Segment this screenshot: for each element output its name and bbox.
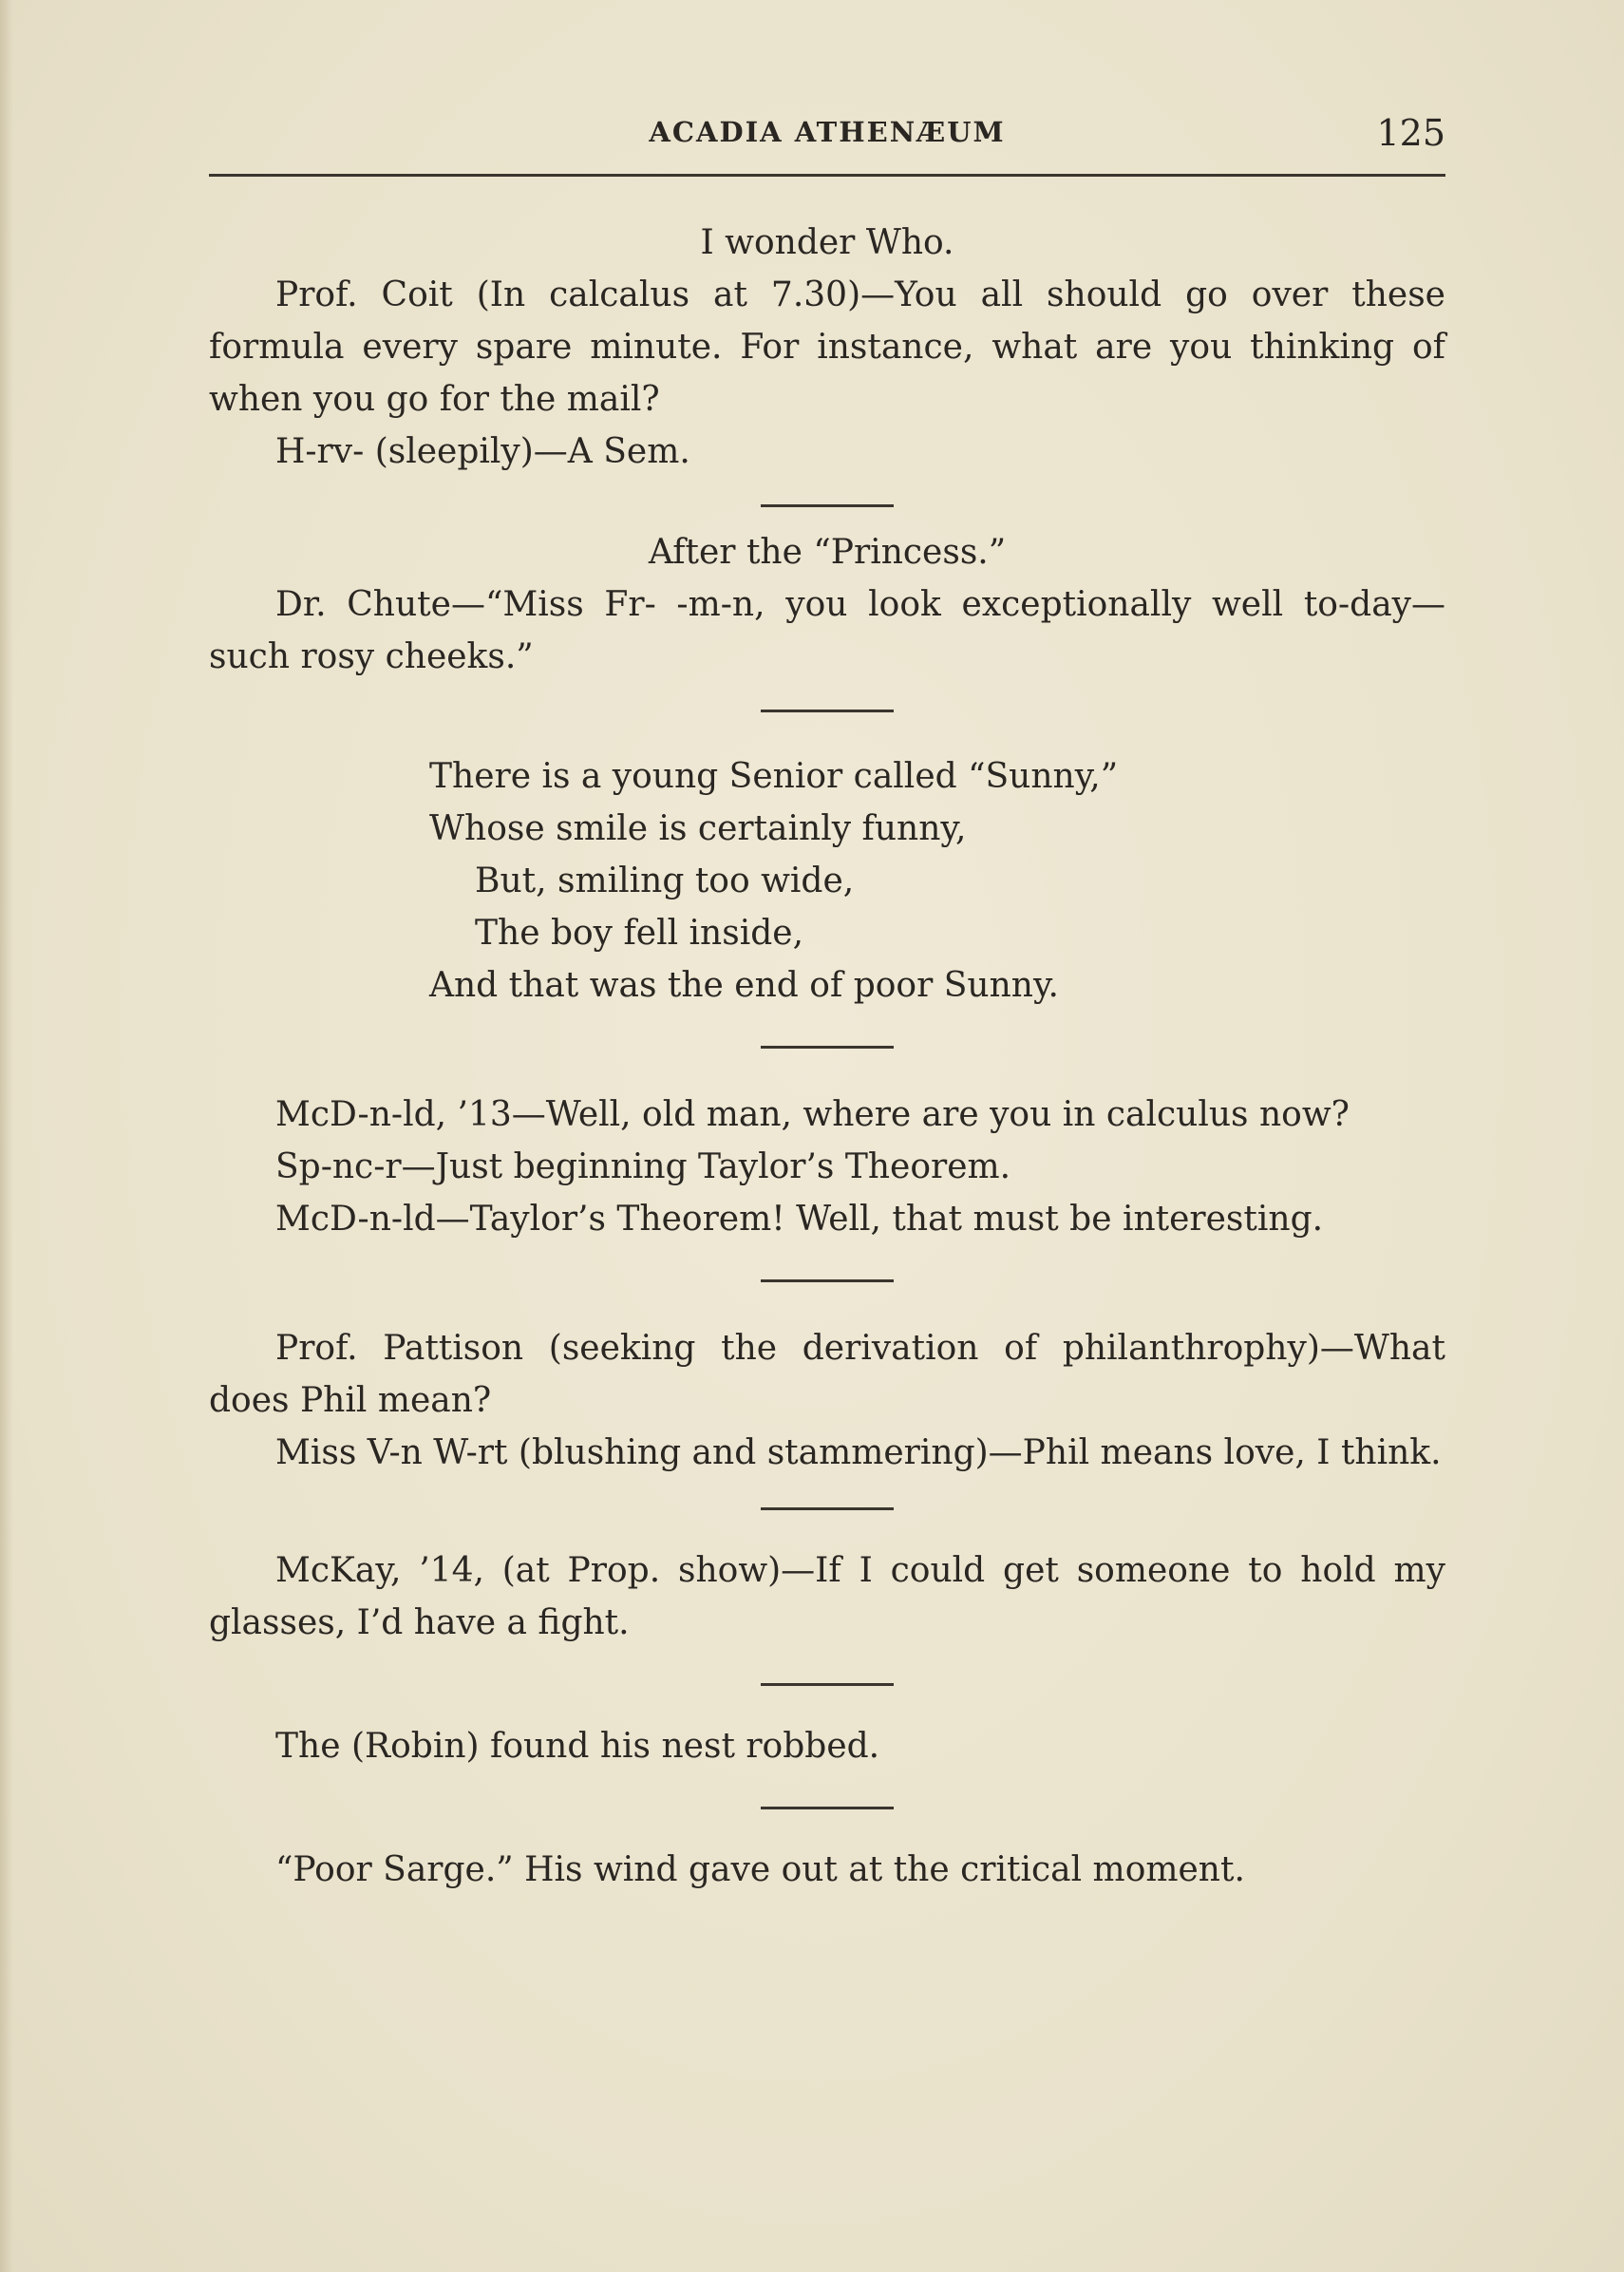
paragraph-spencer: Sp-nc-r—Just beginning Taylor’s Theorem. [275, 1147, 1011, 1186]
item-title-princess: After the “Princess.” [648, 533, 1007, 572]
page-number: 125 [1376, 112, 1445, 154]
poem-line: Whose smile is certainly funny, [429, 809, 967, 848]
paragraph-sleepily: H-rv- (sleepily)—A Sem. [275, 432, 690, 471]
page-edge-shadow [0, 0, 13, 2272]
section-divider [761, 1683, 894, 1686]
paragraph-coit: Prof. Coit (In calcalus at 7.30)—You all should go over these formula every spare minute. For instance, what are you thinking of when you go for the mail? [209, 275, 1445, 419]
poem-line: The boy fell inside, [475, 914, 804, 953]
paragraph-van-wart: Miss V-n W-rt (blushing and stammering)—Phil means love, I think. [275, 1433, 1442, 1472]
running-head: ACADIA ATHENÆUM [649, 116, 1006, 148]
paragraph-mckay: McKay, ’14, (at Prop. show)—If I could get someone to hold my glasses, I’d have a fight. [209, 1551, 1445, 1642]
page-header [209, 112, 1445, 154]
limerick [209, 750, 1445, 1012]
poem-line: And that was the end of poor Sunny. [429, 966, 1059, 1005]
poem-line: But, smiling too wide, [475, 861, 855, 900]
poem-line: There is a young Senior called “Sunny,” [429, 757, 1119, 796]
paragraph-mcdonald: McD-n-ld, ’13—Well, old man, where are you in calculus now? [275, 1095, 1350, 1134]
paragraph-pattison: Prof. Pattison (seeking the derivation of philanthrophy)—What does Phil mean? [209, 1329, 1445, 1420]
paragraph-robin: The (Robin) found his nest robbed. [275, 1727, 880, 1766]
section-divider [761, 504, 894, 507]
header-rule [209, 174, 1445, 177]
section-divider [761, 1807, 894, 1809]
section-divider [761, 710, 894, 712]
item-title-wonder-who: I wonder Who. [700, 223, 954, 262]
page-body [209, 217, 1445, 1896]
section-divider [761, 1507, 894, 1510]
paragraph-mcdonald-reply: McD-n-ld—Taylor’s Theorem! Well, that must be interesting. [275, 1200, 1324, 1239]
section-divider [761, 1279, 894, 1282]
paragraph-chute: Dr. Chute—“Miss Fr- -m-n, you look exceptionally well to-day—such rosy cheeks.” [209, 585, 1445, 676]
section-divider [761, 1046, 894, 1049]
paragraph-sarge: “Poor Sarge.” His wind gave out at the critical moment. [275, 1850, 1245, 1889]
